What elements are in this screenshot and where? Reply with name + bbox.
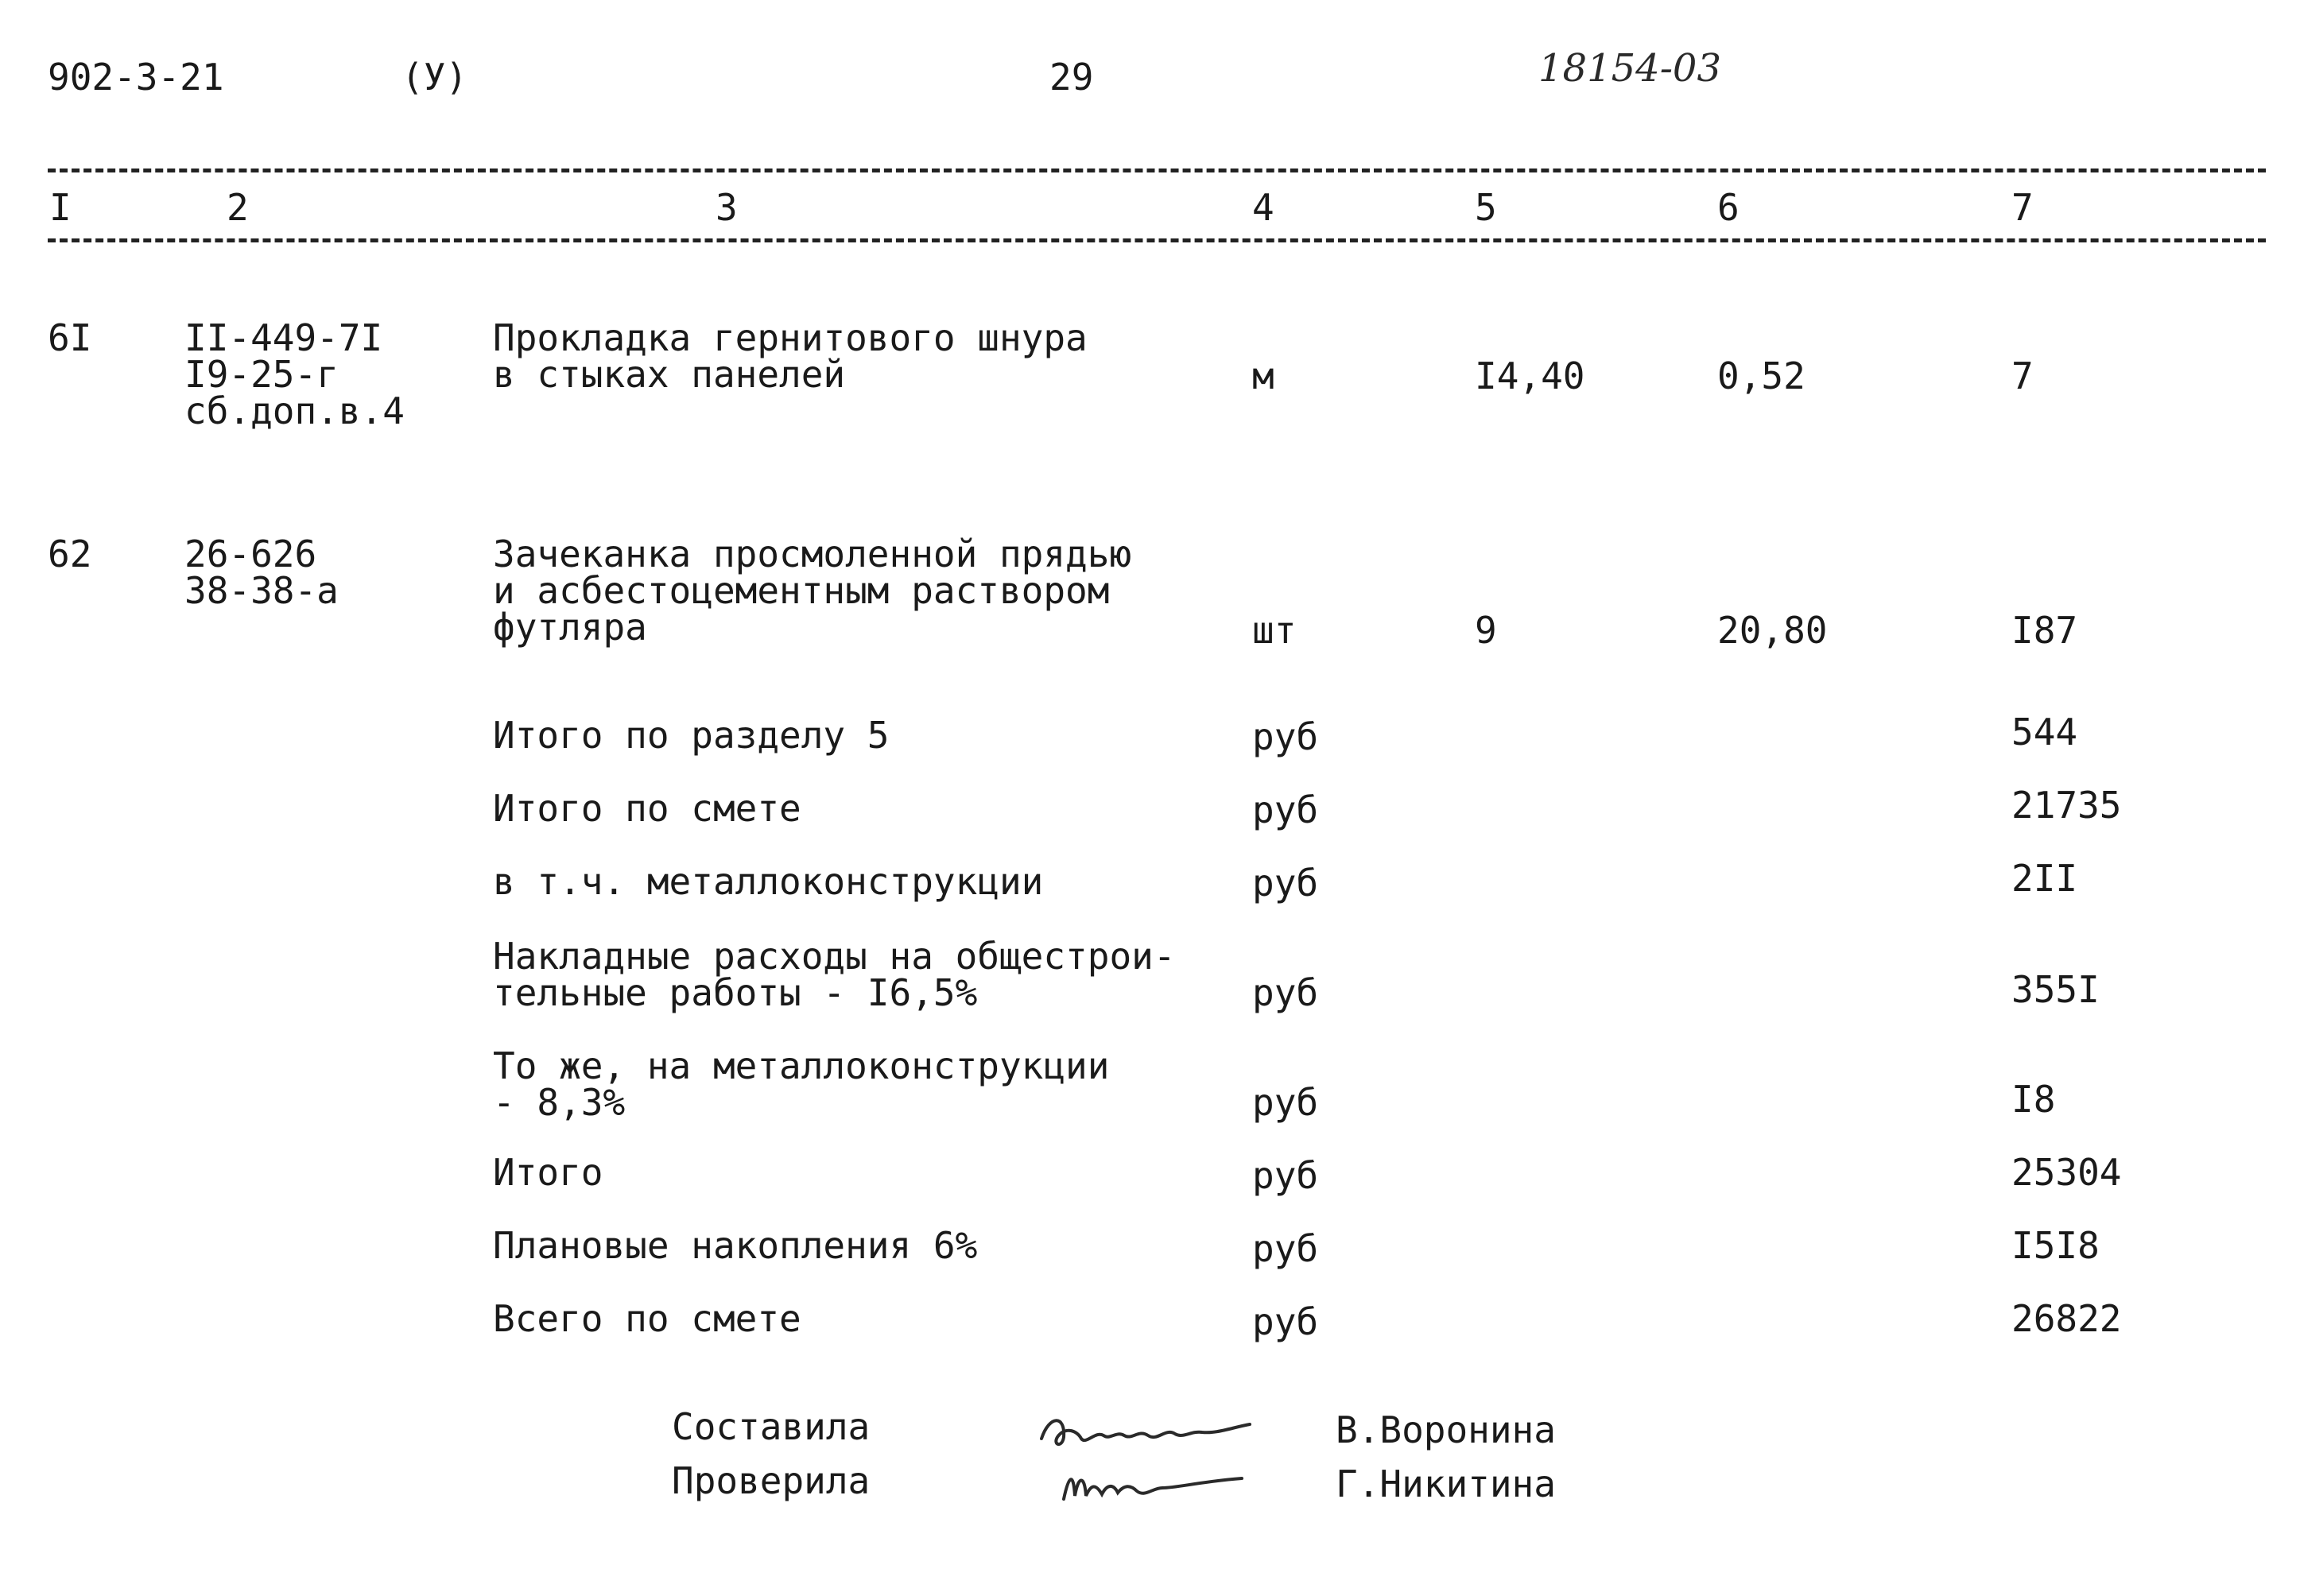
column-header-5: 5 xyxy=(1475,186,1497,229)
document-code: 902-3-21 xyxy=(48,56,224,99)
summary-unit: руб xyxy=(1252,1154,1319,1197)
column-header-1: I xyxy=(49,186,72,229)
compiled-by-name: В.Воронина xyxy=(1336,1408,1556,1451)
summary-label: в т.ч. металлоконструкции xyxy=(493,860,1044,903)
checked-signature xyxy=(1057,1461,1248,1509)
checked-by-label: Проверила xyxy=(672,1459,871,1502)
row-total: 7 xyxy=(2011,354,2034,397)
document-mark: (У) xyxy=(401,56,468,99)
summary-value: 25304 xyxy=(2011,1151,2122,1194)
row-unit: м xyxy=(1252,354,1274,397)
summary-label: Итого xyxy=(493,1151,603,1194)
column-header-2: 2 xyxy=(227,186,249,229)
summary-value: 355I xyxy=(2011,968,2100,1011)
checked-by-name: Г.Никитина xyxy=(1336,1462,1556,1505)
row-code: 26-626 38-38-а xyxy=(184,533,339,612)
summary-unit: руб xyxy=(1252,1227,1319,1270)
summary-unit: руб xyxy=(1252,788,1319,831)
summary-unit: руб xyxy=(1252,971,1319,1014)
summary-label: Итого по разделу 5 xyxy=(493,714,890,757)
row-name: Прокладка гернитового шнура в стыках панелей xyxy=(493,316,1088,396)
column-header-4: 4 xyxy=(1252,186,1274,229)
column-header-7: 7 xyxy=(2011,186,2034,229)
summary-label: Накладные расходы на общестрои- тельные работы - I6,5% xyxy=(493,935,1176,1014)
header-top-rule xyxy=(48,169,2266,172)
summary-unit: руб xyxy=(1252,862,1319,905)
summary-unit: руб xyxy=(1252,715,1319,758)
summary-value: 21735 xyxy=(2011,784,2122,827)
summary-value: I5I8 xyxy=(2011,1224,2100,1267)
row-total: I87 xyxy=(2011,609,2078,652)
column-header-3: 3 xyxy=(716,186,738,229)
page-number: 29 xyxy=(1049,56,1094,99)
row-number: 6I xyxy=(48,316,92,359)
summary-value: 2II xyxy=(2011,857,2078,900)
summary-unit: руб xyxy=(1252,1081,1319,1124)
summary-label: Всего по смете xyxy=(493,1297,801,1340)
row-quantity: 9 xyxy=(1475,609,1497,652)
handwritten-number: 18154-03 xyxy=(1538,46,1721,91)
row-quantity: I4,40 xyxy=(1475,354,1585,397)
summary-unit: руб xyxy=(1252,1300,1319,1343)
header-bottom-rule xyxy=(48,238,2266,242)
row-unit: шт xyxy=(1252,609,1297,652)
column-header-6: 6 xyxy=(1717,186,1740,229)
summary-value: 26822 xyxy=(2011,1297,2122,1340)
row-price: 0,52 xyxy=(1717,354,1805,397)
row-number: 62 xyxy=(48,533,92,575)
summary-value: I8 xyxy=(2011,1078,2056,1121)
row-name: Зачеканка просмоленной прядью и асбестоцементным раствором футляра xyxy=(493,533,1132,649)
compiled-signature xyxy=(1034,1407,1256,1455)
summary-value: 544 xyxy=(2011,711,2078,753)
row-code: II-449-7I I9-25-г сб.доп.в.4 xyxy=(184,316,405,432)
row-price: 20,80 xyxy=(1717,609,1828,652)
compiled-by-label: Составила xyxy=(672,1405,871,1448)
summary-label: То же, на металлоконструкции - 8,3% xyxy=(493,1044,1110,1124)
summary-label: Итого по смете xyxy=(493,787,801,830)
summary-label: Плановые накопления 6% xyxy=(493,1224,978,1267)
